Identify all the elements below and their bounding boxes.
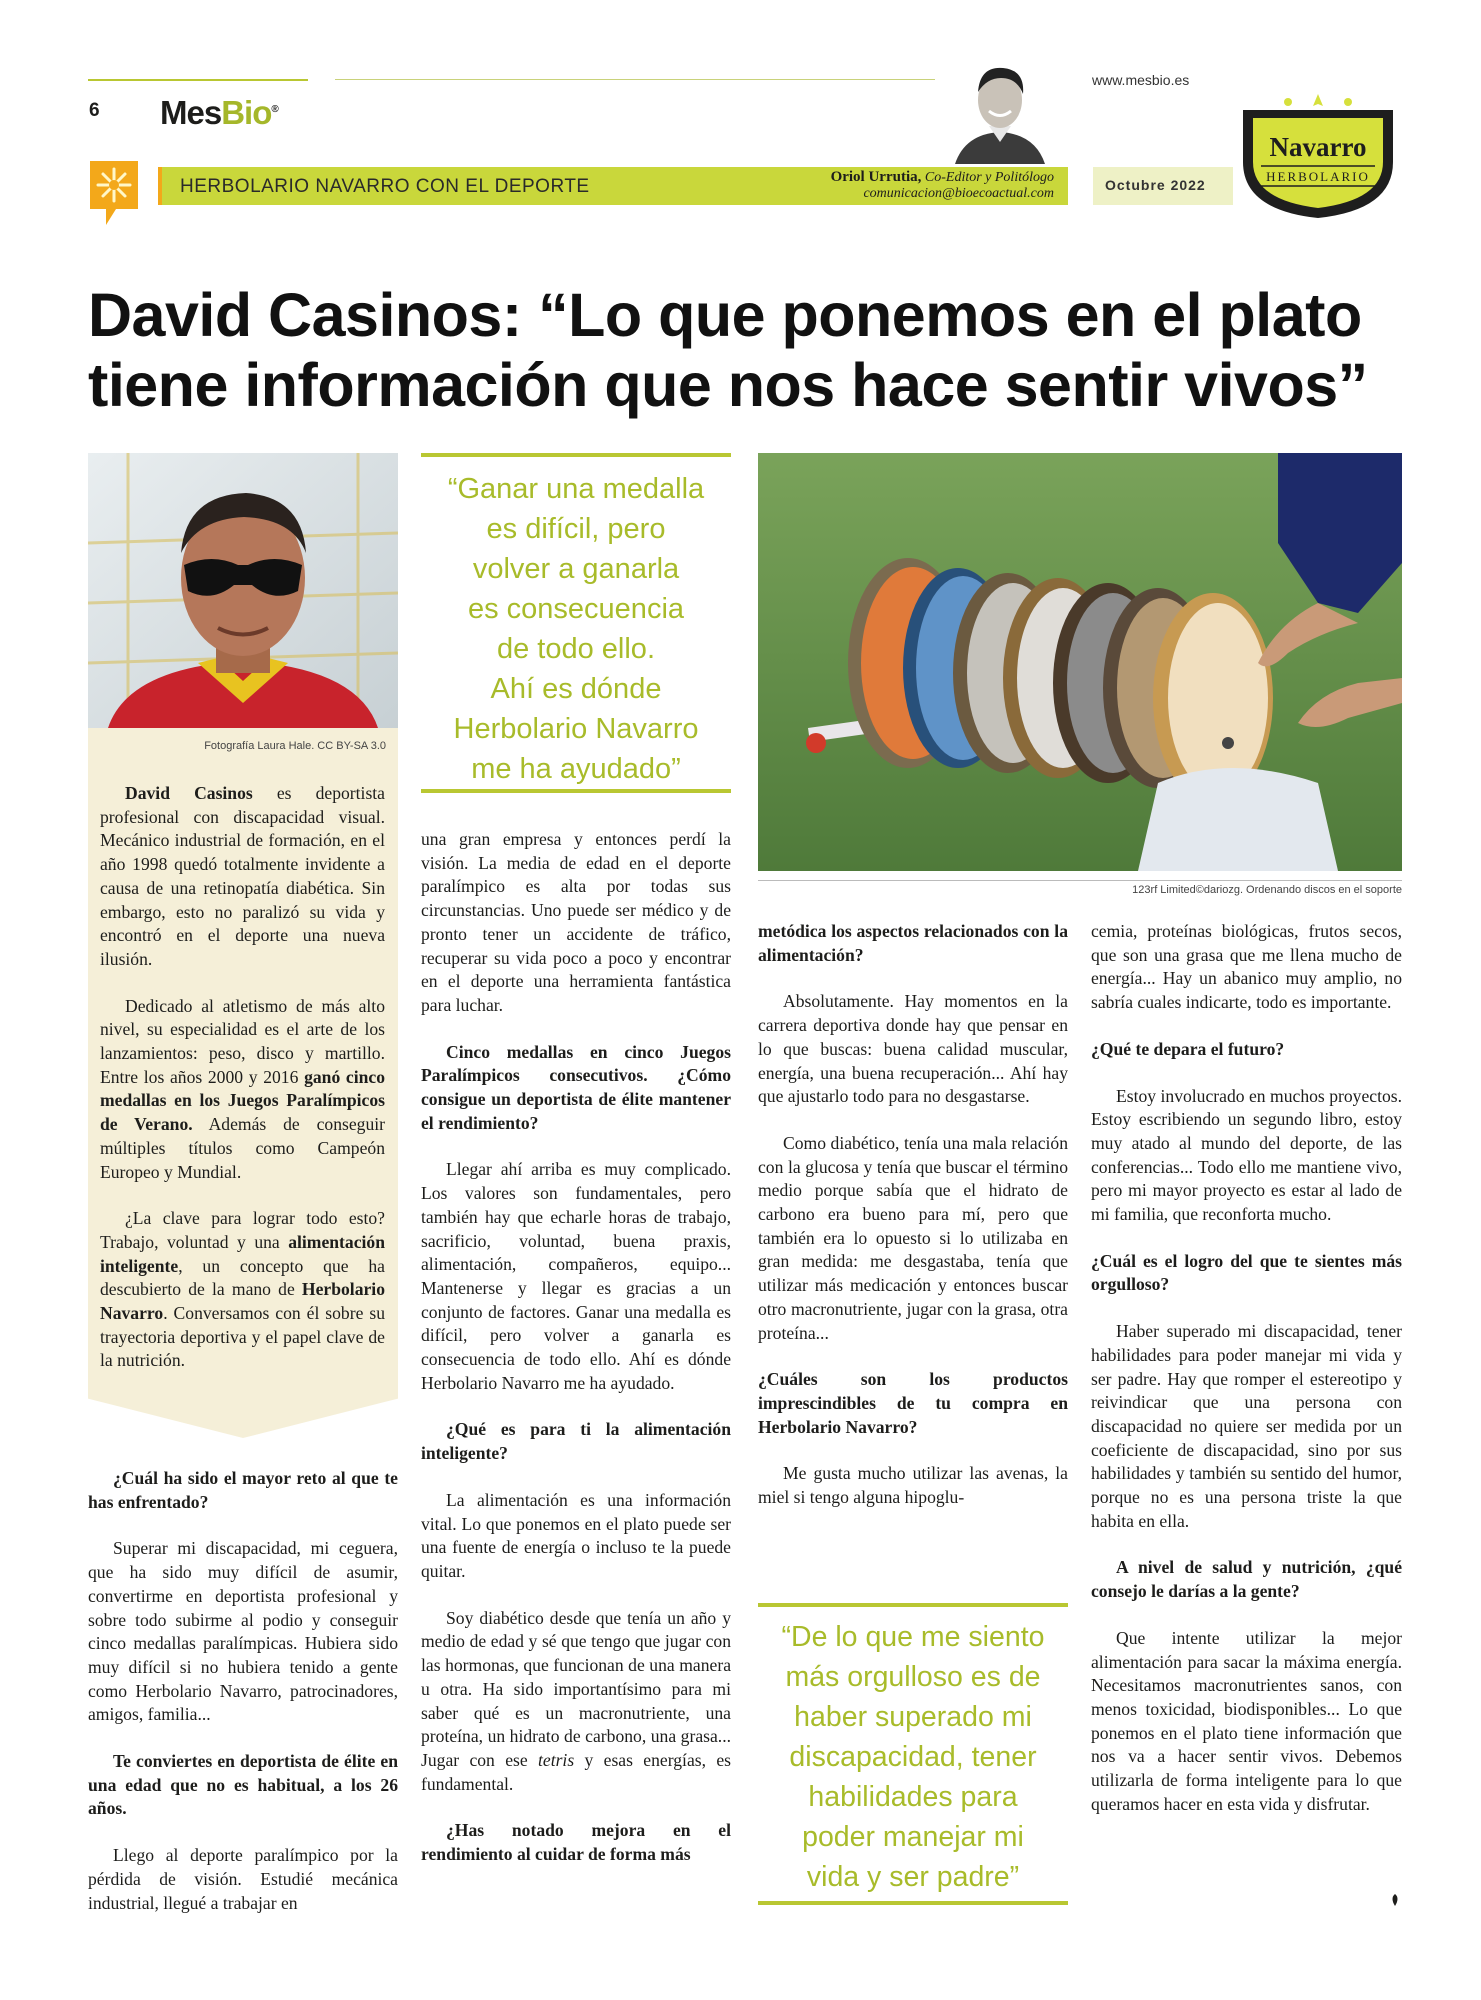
section-bar: [158, 167, 1068, 205]
header-rule-mid: [335, 79, 935, 80]
profile-p3-c: , un concepto que ha descubierto de la mano de: [100, 1255, 385, 1300]
answer-9: Que intente utilizar la mejor alimentación para sacar la máxima energía. Necesitamos macronutrientes sanos, con menos toxicidad, biodisponibles... Lo que ponemos en el plato tiene información que nos va a hacer sentir vivos. Debemos utilizarla de forma inteligente para lo que queramos hacer en esta vida y disfrutar.: [1091, 1627, 1402, 1814]
column-2: [421, 828, 731, 1867]
question-2: Te conviertes en deportista de élite en una edad que no es habitual, a los 26 años.: [88, 1751, 398, 1819]
profile-text: [100, 782, 385, 1396]
answer-1: Superar mi discapacidad, mi ceguera, que ha sido muy difícil de asumir, convertirme en deportista profesional y sobre todo subirme al podio y conseguir cinco medallas paralímpicas. Hubiera sido muy difícil si no hubiera tenido a gente como Herbolario Navarro, patrocinadores, amigos, familia...: [88, 1538, 398, 1725]
pullquote-2-line: más orgulloso es de: [785, 1661, 1041, 1693]
pullquote-1: [421, 453, 731, 793]
pullquote-2-line: poder manejar mi: [802, 1821, 1024, 1853]
pullquote-1-line: de todo ello.: [496, 633, 655, 665]
pullquote-2-line: discapacidad, tener: [789, 1741, 1037, 1773]
discus-photo: [758, 453, 1402, 871]
logo-registered: ®: [271, 104, 278, 115]
profile-p3-b: alimentación inteligente: [100, 1231, 385, 1276]
profile-p3: [100, 1207, 385, 1373]
answer-4b: [421, 1607, 731, 1797]
question-4: ¿Qué es para ti la alimentación inteligente?: [421, 1419, 731, 1464]
pullquote-1-line: es consecuencia: [467, 593, 685, 625]
pullquote-1-line: es difícil, pero: [486, 513, 666, 545]
sun-bubble-icon: [86, 157, 142, 229]
author-avatar: [945, 56, 1055, 164]
section-label: HERBOLARIO NAVARRO CON EL DEPORTE: [180, 176, 590, 197]
author-name: Oriol Urrutia,: [830, 169, 922, 185]
answer-8: Haber superado mi discapacidad, tener habilidades para poder manejar mi vida y ser padre. Hay que romper el estereotipo y reivindicar que una persona con discapacidad no quiere ser medida por un coeficiente de discapacidad, sino por sus habilidades y también su sentido del humor, porque no es una persona triste la que habita en ella.: [1091, 1321, 1402, 1531]
answer-4b-b: y esas energías, es fundamental.: [421, 1749, 731, 1794]
answer-6-cont: cemia, proteínas biológicas, frutos secos, que son una grasa que me llena mucho de energía... Hay un abanico muy amplio, no sabría cuales indicarte, todo es importante.: [1091, 921, 1402, 1013]
column-4: [1091, 920, 1402, 1817]
question-9: A nivel de salud y nutrición, ¿qué consejo le darías a la gente?: [1091, 1557, 1402, 1602]
profile-name: David Casinos: [125, 783, 253, 803]
answer-6-start: Me gusta mucho utilizar las avenas, la miel si tengo alguna hipoglu-: [758, 1463, 1068, 1508]
herbolario-navarro-badge: [1233, 92, 1403, 222]
mesbio-logo: [160, 94, 278, 132]
end-leaf-icon: [1388, 1893, 1402, 1907]
profile-p3-a: ¿La clave para lograr todo esto? Trabajo, voluntad y una: [100, 1208, 385, 1252]
pullquote-1-line: Herbolario Navarro: [453, 713, 699, 745]
answer-4b-a: Soy diabético desde que tenía un año y medio de edad y sé que tengo que jugar con las hormonas, que funcionan de una manera u otra. Ha sido importantísimo para mi saber qué es un macronutriente, una proteína, un hidrato de carbono, una grasa... Jugar con ese: [421, 1607, 731, 1770]
discus-caption: 123rf Limited©dariozg. Ordenando discos en el soporte: [758, 880, 1402, 896]
profile-p3-d: Herbolario Navarro: [100, 1279, 385, 1324]
question-3: Cinco medallas en cinco Juegos Paralímpicos consecutivos. ¿Cómo consigue un deportista de élite mantener el rendimiento?: [421, 1041, 731, 1133]
portrait-caption: Fotografía Laura Hale. CC BY-SA 3.0: [204, 740, 386, 752]
answer-4b-em: tetris: [538, 1749, 575, 1770]
profile-p2-c: Además de conseguir múltiples títulos como Campeón Europeo y Mundial.: [100, 1114, 385, 1182]
profile-p2: [100, 995, 385, 1185]
header-rule-left: [88, 79, 308, 81]
question-5-start: ¿Has notado mejora en el rendimiento al cuidar de forma más: [421, 1820, 731, 1865]
pullquote-1-line: Ahí es dónde: [490, 673, 662, 705]
column-3: [758, 920, 1068, 1510]
answer-4: La alimentación es una información vital. Lo que ponemos en el plato puede ser una fuente de energía o incluso te la puede quitar.: [421, 1489, 731, 1581]
pullquote-2-line: “De lo que me siento: [781, 1621, 1045, 1653]
answer-7: Estoy involucrado en muchos proyectos. Estoy escribiendo un segundo libro, estoy muy atado al mundo del deporte, de las conferencias... Todo ello me mantiene vivo, pero mi mayor proyecto es estar al lado de mi familia, que reconforta mucho.: [1091, 1085, 1402, 1225]
question-1: ¿Cuál ha sido el mayor reto al que te has enfrentado?: [88, 1468, 398, 1512]
pullquote-1-line: “Ganar una medalla: [447, 473, 705, 505]
column-1: [88, 1467, 398, 1915]
answer-5b: Como diabético, tenía una mala relación con la glucosa y tenía que buscar el término medio porque sabía que el hidrato de carbono era bueno para mí, pero que también era lo opuesto si lo utilizaba en gran medida: me desgastaba, tenía que utilizar más medicación y entonces buscar otro macronutriente, jugar con la grasa, otra proteína...: [758, 1132, 1068, 1343]
page-number: 6: [89, 100, 100, 121]
profile-p1: [100, 782, 385, 972]
headline-line-2: tiene información que nos hace sentir vivos”: [88, 351, 1368, 419]
website-link[interactable]: www.mesbio.es: [1092, 72, 1190, 88]
badge-sub: HERBOLARIO: [1266, 169, 1370, 184]
question-5-cont: metódica los aspectos relacionados con la alimentación?: [758, 921, 1068, 965]
profile-p2-a: Dedicado al atletismo de más alto nivel, su especialidad es el arte de los lanzamientos: peso, disco y martillo. Entre los años 2000 y 2016: [100, 995, 385, 1087]
question-8: ¿Cuál es el logro del que te sientes más orgulloso?: [1091, 1250, 1402, 1295]
author-credit: [831, 169, 1054, 202]
badge-brand: Navarro: [1269, 132, 1367, 162]
headline-line-1: David Casinos: “Lo que ponemos en el plato: [88, 281, 1362, 349]
pullquote-2-line: habilidades para: [808, 1781, 1018, 1813]
author-role: Co-Editor y Politólogo: [924, 170, 1054, 185]
answer-5: Absolutamente. Hay momentos en la carrera deportiva donde hay que pensar en lo que buscas: buena calidad muscular, energía, una buena recuperación... Ahí hay que ajustarlo todo para no desgastarse.: [758, 991, 1068, 1107]
author-email[interactable]: comunicacion@bioecoactual.com: [863, 186, 1054, 201]
question-6: ¿Cuáles son los productos imprescindibles de tu compra en Herbolario Navarro?: [758, 1369, 1068, 1437]
pullquote-2-line: vida y ser padre”: [806, 1861, 1020, 1893]
question-7: ¿Qué te depara el futuro?: [1091, 1038, 1285, 1059]
logo-bio: Bio: [221, 94, 272, 131]
answer-3: Llegar ahí arriba es muy complicado. Los valores son fundamentales, pero también hay que echarle horas de trabajo, sacrificio, voluntad, buena praxis, alimentación, compañeros, equipo... Mantenerse y llegar es gracias a un conjunto de factores. Ganar una medalla es difícil, pero volver a ganarla es consecuencia de todo ello. Ahí es dónde Herbolario Navarro me ha ayudado.: [421, 1159, 731, 1393]
profile-p3-e: . Conversamos con él sobre su trayectoria deportiva y el papel clave de la nutrición.: [100, 1303, 385, 1371]
pullquote-2: [758, 1603, 1068, 1905]
headline: [88, 280, 1408, 420]
answer-2-start: Llego al deporte paralímpico por la pérdida de visión. Estudié mecánica industrial, llegué a trabajar en: [88, 1845, 398, 1913]
profile-p2-b: ganó cinco medallas en los Juegos Paralímpicos de Verano.: [100, 1066, 385, 1135]
issue-date: Octubre 2022: [1093, 167, 1233, 205]
pullquote-1-line: me ha ayudado”: [471, 753, 681, 785]
profile-p1-text: es deportista profesional con discapacidad visual. Mecánico industrial de formación, en el año 1998 quedó totalmente invidente a causa de una retinopatía diabética. Sin embargo, esto no paralizó su vida y encontró en el deporte una nueva ilusión.: [100, 783, 385, 969]
logo-mes: Mes: [160, 94, 222, 131]
pullquote-2-line: haber superado mi: [794, 1701, 1032, 1733]
portrait-photo: [88, 453, 398, 728]
answer-2-cont: una gran empresa y entonces perdí la visión. La media de edad en el deporte paralímpico es alta por todas sus circunstancias. Uno puede ser médico y de pronto tener un accidente de tráfico, recuperar su vida poco a poco y encontrar en el deporte una herramienta fantástica para luchar.: [421, 829, 731, 1015]
pullquote-1-line: volver a ganarla: [472, 553, 680, 585]
